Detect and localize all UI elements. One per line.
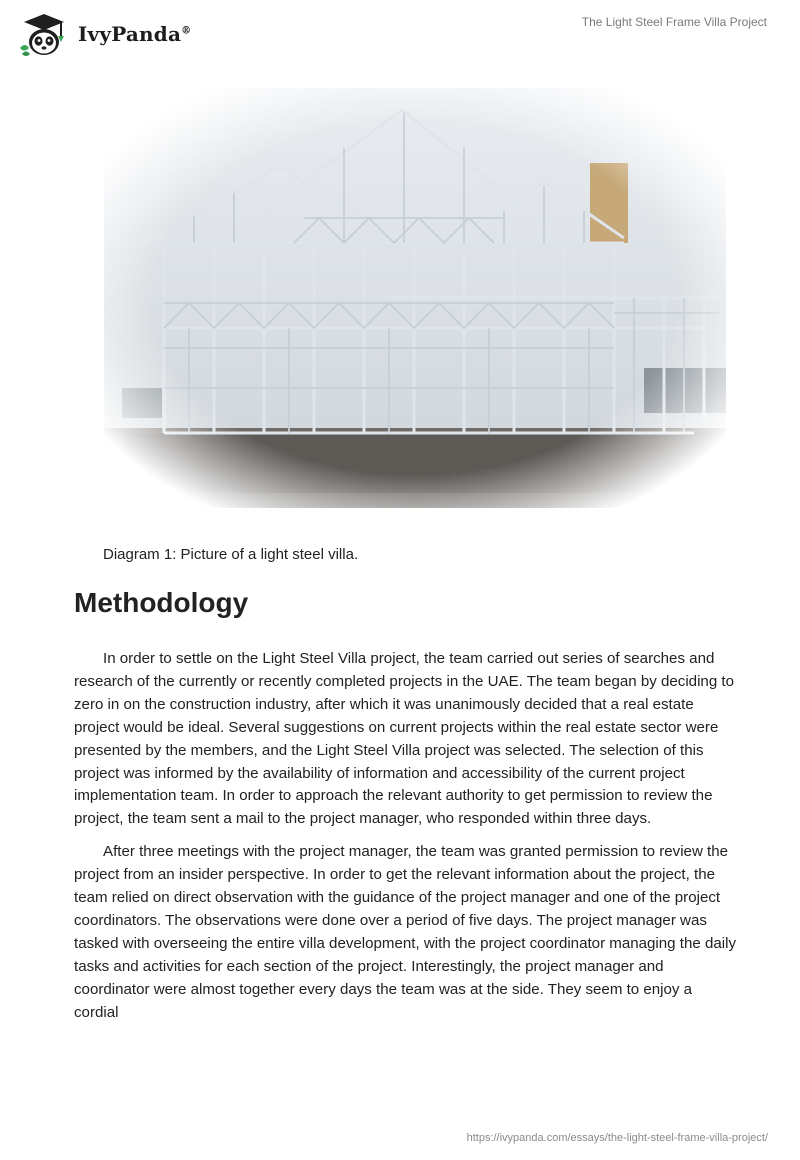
page-header [0,0,800,60]
ivypanda-logo[interactable] [14,10,191,58]
steel-frame-villa-photo [104,88,726,508]
source-url-link[interactable]: https://ivypanda.com/essays/the-light-steel-frame-villa-project/ [466,1132,768,1144]
document-title: The Light Steel Frame Villa Project [581,15,767,29]
paragraph: In order to settle on the Light Steel Villa project, the team carried out series of searches and research of the currently or recently completed projects in the UAE. The team began by deciding to zero in on the construction industry, after which it was unanimously decided that a real estate project would be ideal. Several suggestions on current projects within the real estate sector were presented by the members, and the Light Steel Villa project was selected. The selection of this project was informed by the availability of information and accessibility of the current project implementation team. In order to approach the relevant authority to get permission to review the project, the team sent a mail to the project manager, who responded within three days. [74,650,735,828]
panda-graduate-icon [14,10,72,58]
figure-caption: Diagram 1: Picture of a light steel villa. [103,546,359,563]
section-heading: Methodology [74,587,249,618]
paragraph: After three meetings with the project manager, the team was granted permission to review the project from an insider perspective. In order to get the relevant information about the project, the team relied on direct observation with the guidance of the project manager and one of the project coordinators. The observations were done over a period of five days. The project manager was tasked with overseeing the entire villa development, with the project coordinator managing the daily tasks and activities for each section of the project. Interestingly, the project manager and coordinator were almost together every days the team was at the side. They seem to enjoy a cordial [74,843,736,1021]
section-body [74,648,736,1035]
brand-name: IvyPanda® [78,22,192,46]
villa-photo [104,88,726,508]
